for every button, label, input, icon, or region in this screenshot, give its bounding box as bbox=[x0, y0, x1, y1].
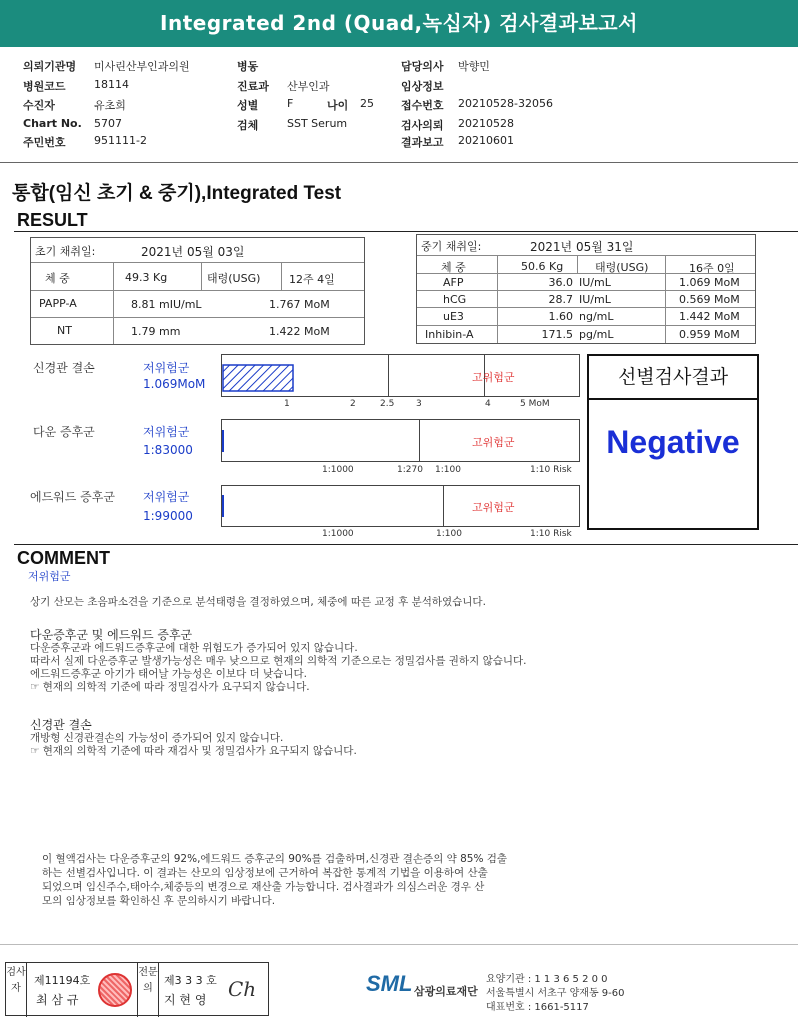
edwards-tick: 1:10 Risk bbox=[530, 529, 572, 539]
first-ga: 12주 4일 bbox=[289, 273, 335, 286]
doctor-value: 박향민 bbox=[458, 60, 490, 73]
tester-label: 검사자 bbox=[6, 963, 27, 1017]
edwards-value: 1:99000 bbox=[143, 509, 193, 523]
comment-section1-line: ☞ 현재의 의학적 기준에 따라 정밀검사가 요구되지 않습니다. bbox=[30, 681, 310, 693]
comment-divider bbox=[14, 544, 798, 545]
edwards-tick: 1:1000 bbox=[322, 529, 354, 539]
patient-value: 유초희 bbox=[94, 99, 126, 112]
comment-section2-title: 신경관 결손 bbox=[30, 718, 92, 732]
comment-heading: COMMENT bbox=[17, 548, 110, 568]
receipt-label: 접수번호 bbox=[401, 99, 444, 112]
result-underline bbox=[14, 231, 798, 232]
patient-label: 수진자 bbox=[23, 99, 55, 112]
institution-code: 요양기관 : 1 1 3 6 5 2 0 0 bbox=[486, 974, 608, 985]
screening-title: 선별검사결과 bbox=[589, 356, 757, 400]
first-date: 2021년 05월 03일 bbox=[141, 245, 245, 259]
ue3-mom: 1.442 MoM bbox=[679, 310, 740, 323]
hospital-value: 미사린산부인과의원 bbox=[94, 60, 190, 73]
hcg-unit: IU/mL bbox=[579, 293, 611, 306]
edwards-high-label: 고위험군 bbox=[472, 501, 515, 514]
comment-p1: 상기 산모는 초음파소견을 기준으로 분석태령을 결정하였으며, 체중에 따른 교정 후 분석하였습니다. bbox=[30, 596, 486, 608]
dept-value: 산부인과 bbox=[287, 80, 330, 93]
comment-note-line: 이 혈액검사는 다운증후군의 92%,에드워드 증후군의 90%를 검출하며,신경관 결손증의 약 85% 검출 bbox=[42, 853, 508, 865]
specialist-no: 제3 3 3 호 bbox=[164, 974, 217, 987]
second-weight: 50.6 Kg bbox=[521, 260, 564, 273]
specialist-name: 지 현 영 bbox=[164, 993, 207, 1007]
comment-section1-title: 다운증후군 및 에드워드 증후군 bbox=[30, 628, 193, 642]
test-title: 통합(임신 초기 & 중기),Integrated Test bbox=[12, 183, 342, 204]
ntd-tick: 1 bbox=[284, 399, 290, 409]
specimen-label: 검체 bbox=[237, 119, 259, 132]
sml-logo: SML bbox=[366, 971, 413, 996]
report-label: 결과보고 bbox=[401, 136, 444, 149]
down-risk-bar bbox=[221, 419, 580, 462]
hospital-label: 의뢰기관명 bbox=[23, 60, 77, 73]
edwards-group: 저위험군 bbox=[143, 490, 190, 504]
edwards-level-marker bbox=[222, 495, 224, 517]
comment-tag: 저위험군 bbox=[28, 570, 71, 583]
second-trimester-table bbox=[416, 234, 756, 344]
ntd-value: 1.069MoM bbox=[143, 377, 206, 391]
nt-value: 1.79 mm bbox=[131, 325, 181, 338]
ue3-unit: ng/mL bbox=[579, 310, 614, 323]
comment-section1-line: 따라서 실제 다운증후군 발생가능성은 매우 낮으므로 현재의 의학적 기준으로는 정밀검사를 권하지 않습니다. bbox=[30, 655, 527, 667]
hcg-value: 28.7 bbox=[548, 293, 573, 306]
ntd-tick: 3 bbox=[416, 399, 422, 409]
ward-label: 병동 bbox=[237, 60, 259, 73]
papp-a-name: PAPP-A bbox=[39, 297, 77, 310]
dept-label: 진료과 bbox=[237, 80, 269, 93]
nt-mom: 1.422 MoM bbox=[269, 325, 330, 338]
code-value: 18114 bbox=[94, 78, 129, 91]
receipt-value: 20210528-32056 bbox=[458, 97, 553, 110]
second-date: 2021년 05월 31일 bbox=[530, 240, 634, 254]
down-label: 다운 증후군 bbox=[33, 425, 95, 439]
papp-a-value: 8.81 mIU/mL bbox=[131, 298, 202, 311]
afp-name: AFP bbox=[443, 276, 464, 289]
down-tick-cutoff: 1:270 bbox=[397, 465, 423, 475]
ntd-tick: 4 bbox=[485, 399, 491, 409]
chart-value: 5707 bbox=[94, 117, 122, 130]
first-weight-label: 체 중 bbox=[45, 272, 70, 285]
chart-label: Chart No. bbox=[23, 117, 82, 130]
ntd-group: 저위험군 bbox=[143, 361, 190, 375]
afp-unit: IU/mL bbox=[579, 276, 611, 289]
inhibin-name: Inhibin-A bbox=[425, 328, 474, 341]
edwards-tick-cutoff: 1:100 bbox=[436, 529, 462, 539]
ue3-value: 1.60 bbox=[548, 310, 573, 323]
org-name: 삼광의료재단 bbox=[414, 985, 478, 998]
comment-section1-line: 다운증후군과 에드워드증후군에 대한 위험도가 증가되어 있지 않습니다. bbox=[30, 642, 358, 654]
ntd-tick: 5 MoM bbox=[520, 399, 550, 409]
specimen-value: SST Serum bbox=[287, 117, 348, 130]
footer-divider bbox=[0, 944, 798, 945]
second-date-label: 중기 채취일: bbox=[421, 240, 482, 253]
inhibin-value: 171.5 bbox=[541, 328, 573, 341]
papp-a-mom: 1.767 MoM bbox=[269, 298, 330, 311]
id-value: 951111-2 bbox=[94, 134, 147, 147]
comment-note-line: 모의 임상정보를 확인하신 후 문의하시기 바랍니다. bbox=[42, 895, 276, 907]
request-label: 검사의뢰 bbox=[401, 119, 444, 132]
org-address: 서울특별시 서초구 양재동 9-60 bbox=[486, 988, 625, 999]
signature-box bbox=[5, 962, 269, 1016]
second-weight-label: 체 중 bbox=[441, 261, 466, 274]
sex-value: F bbox=[287, 97, 294, 110]
signature: Ch bbox=[228, 977, 257, 1001]
hcg-name: hCG bbox=[443, 293, 467, 306]
ntd-level-fill bbox=[222, 355, 294, 396]
inhibin-unit: pg/mL bbox=[579, 328, 614, 341]
down-value: 1:83000 bbox=[143, 443, 193, 457]
tester-name: 최 삼 규 bbox=[36, 993, 79, 1007]
comment-section2-line: 개방형 신경관결손의 가능성이 증가되어 있지 않습니다. bbox=[30, 732, 284, 744]
comment-section2-line: ☞ 현재의 의학적 기준에 따라 재검사 및 정밀검사가 요구되지 않습니다. bbox=[30, 745, 357, 757]
down-tick: 1:10 Risk bbox=[530, 465, 572, 475]
code-label: 병원코드 bbox=[23, 80, 66, 93]
ntd-tick-cutoff: 2.5 bbox=[380, 399, 395, 409]
first-weight: 49.3 Kg bbox=[125, 271, 168, 284]
comment-note-line: 되었으며 임신주수,태아수,체중등의 변경으로 재산출 가능합니다. 검사결과가 의심스러운 경우 산 bbox=[42, 881, 485, 893]
nt-name: NT bbox=[57, 324, 72, 337]
tester-no: 제11194호 bbox=[34, 974, 91, 987]
result-heading: RESULT bbox=[17, 210, 88, 230]
org-tel: 대표번호 : 1661-5117 bbox=[486, 1002, 589, 1013]
ntd-risk-bar bbox=[221, 354, 580, 397]
doctor-label: 담당의사 bbox=[401, 60, 444, 73]
down-level-marker bbox=[222, 430, 224, 452]
seal-stamp bbox=[98, 973, 132, 1007]
first-trimester-table bbox=[30, 237, 365, 345]
request-value: 20210528 bbox=[458, 117, 514, 130]
afp-mom: 1.069 MoM bbox=[679, 276, 740, 289]
first-ga-label: 태령(USG) bbox=[207, 272, 261, 285]
ntd-tick: 2 bbox=[350, 399, 356, 409]
afp-value: 36.0 bbox=[548, 276, 573, 289]
sex-label: 성별 bbox=[237, 99, 259, 112]
age-value: 25 bbox=[360, 97, 374, 110]
screening-result: Negative bbox=[606, 424, 740, 460]
report-banner: Integrated 2nd (Quad,녹십자) 검사결과보고서 bbox=[0, 0, 798, 47]
comment-note-line: 하는 선별검사입니다. 이 결과는 산모의 임상정보에 근거하여 복잡한 통계적 기법을 이용하여 산출 bbox=[42, 867, 488, 879]
clinical-label: 임상정보 bbox=[401, 80, 444, 93]
down-tick: 1:1000 bbox=[322, 465, 354, 475]
down-tick: 1:100 bbox=[435, 465, 461, 475]
specialist-label: 전문의 bbox=[137, 963, 159, 1017]
report-value: 20210601 bbox=[458, 134, 514, 147]
second-ga-label: 태령(USG) bbox=[595, 261, 649, 274]
edwards-risk-bar bbox=[221, 485, 580, 527]
edwards-label: 에드워드 증후군 bbox=[30, 490, 115, 504]
ue3-name: uE3 bbox=[443, 310, 464, 323]
divider bbox=[0, 162, 798, 163]
first-date-label: 초기 채취일: bbox=[35, 245, 96, 258]
screening-result-box bbox=[587, 354, 759, 530]
id-label: 주민번호 bbox=[23, 136, 66, 149]
ntd-high-label: 고위험군 bbox=[472, 371, 515, 384]
second-ga: 16주 0일 bbox=[689, 262, 735, 275]
hcg-mom: 0.569 MoM bbox=[679, 293, 740, 306]
down-high-label: 고위험군 bbox=[472, 436, 515, 449]
comment-section1-line: 에드워드증후군 아기가 태어날 가능성은 이보다 더 낮습니다. bbox=[30, 668, 307, 680]
age-label: 나이 bbox=[327, 99, 349, 112]
down-group: 저위험군 bbox=[143, 425, 190, 439]
ntd-label: 신경관 결손 bbox=[33, 361, 95, 375]
inhibin-mom: 0.959 MoM bbox=[679, 328, 740, 341]
